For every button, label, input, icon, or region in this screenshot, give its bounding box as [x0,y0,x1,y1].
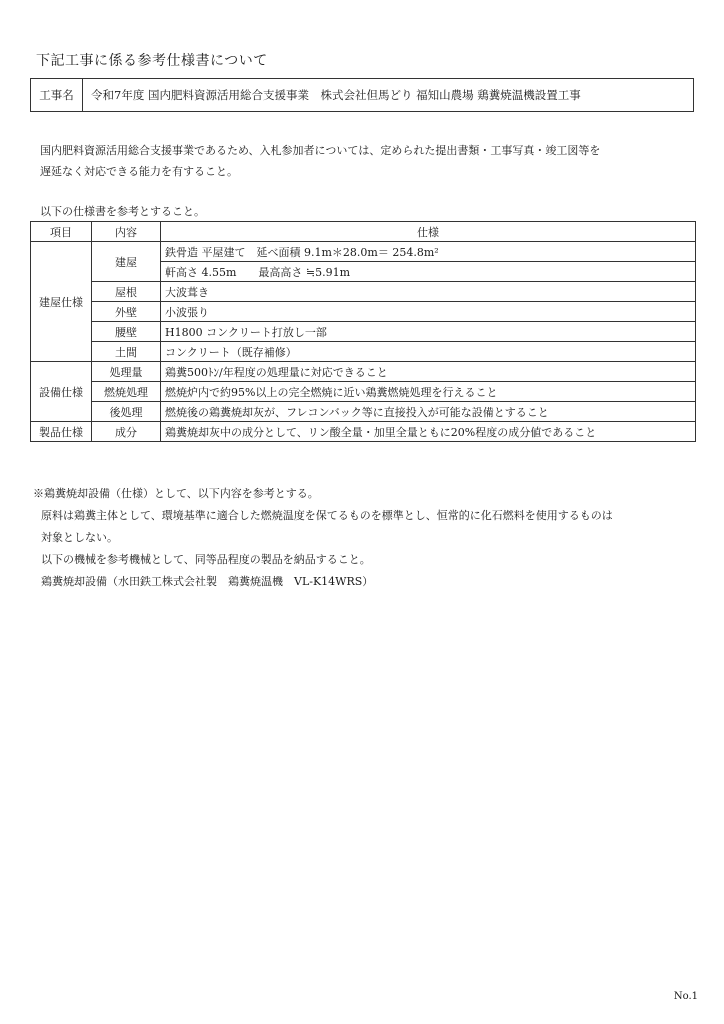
content-cell: 腰壁 [92,322,161,342]
content-cell: 燃焼処理 [92,382,161,402]
spec-table [30,221,696,442]
spec-cell: 燃焼後の鶏糞焼却灰が、フレコンバック等に直接投入が可能な設備とすること [161,402,696,422]
footnote-heading: ※鶏糞焼却設備（仕様）として、以下内容を参考とする。 [33,487,319,500]
footnote-line: 対象としない。 [41,531,118,544]
table-row [31,342,696,362]
footnote-line: 鶏糞焼却設備（水田鉄工株式会社製 鶏糞焼温機 VL-K14WRS） [41,575,374,588]
table-row [31,422,696,442]
spec-cell: 小波張り [161,302,696,322]
footnote-line: 以下の機械を参考機械として、同等品程度の製品を納品すること。 [41,553,371,566]
table-row [31,302,696,322]
spec-cell: 鶏糞500ﾄﾝ/年程度の処理量に対応できること [161,362,696,382]
group-item-building: 建屋仕様 [31,242,92,362]
table-header-row [31,222,696,242]
table-row [31,322,696,342]
table-row [31,382,696,402]
project-name: 令和7年度 国内肥料資源活用総合支援事業 株式会社但馬どり 福知山農場 鶏糞焼温機設置工事 [91,88,581,102]
table-row [31,242,696,262]
group-item-equipment: 設備仕様 [31,362,92,422]
content-cell: 屋根 [92,282,161,302]
table-row [31,282,696,302]
reference-note: 以下の仕様書を参考とすること。 [40,205,205,218]
group-item-product: 製品仕様 [31,422,92,442]
content-cell: 土間 [92,342,161,362]
spec-cell: 大波葺き [161,282,696,302]
intro-line: 国内肥料資源活用総合支援事業であるため、入札参加者については、定められた提出書類・工事写真・竣工図等を [40,144,601,157]
spec-cell: 鉄骨造 平屋建て 延べ面積 9.1m＊28.0m＝ 254.8m² [161,242,696,262]
spec-cell: 鶏糞焼却灰中の成分として、リン酸全量・加里全量ともに20%程度の成分値であること [161,422,696,442]
spec-cell: 燃焼炉内で約95%以上の完全燃焼に近い鶏糞燃焼処理を行えること [161,382,696,402]
footnote-line: 原料は鶏糞主体として、環境基準に適合した燃焼温度を保てるものを標準とし、恒常的に化石燃料を使用するものは [41,509,613,522]
project-label: 工事名 [31,79,83,111]
spec-cell: H1800 コンクリート打放し一部 [161,322,696,342]
project-box [30,78,694,112]
content-cell: 成分 [92,422,161,442]
intro-text [40,140,600,182]
content-cell: 後処理 [92,402,161,422]
content-cell: 建屋 [92,242,161,282]
table-row [31,402,696,422]
page-number: No.1 [673,991,698,1002]
footnotes [33,483,613,593]
table-row [31,362,696,382]
content-cell: 処理量 [92,362,161,382]
header-content: 内容 [92,222,161,242]
header-spec: 仕様 [161,222,696,242]
intro-line: 遅延なく対応できる能力を有すること。 [40,165,238,178]
header-item: 項目 [31,222,92,242]
spec-cell: コンクリート（既存補修） [161,342,696,362]
page-title: 下記工事に係る参考仕様書について [36,53,268,69]
spec-cell: 軒高さ 4.55m 最高高さ ≒5.91m [161,262,696,282]
content-cell: 外壁 [92,302,161,322]
